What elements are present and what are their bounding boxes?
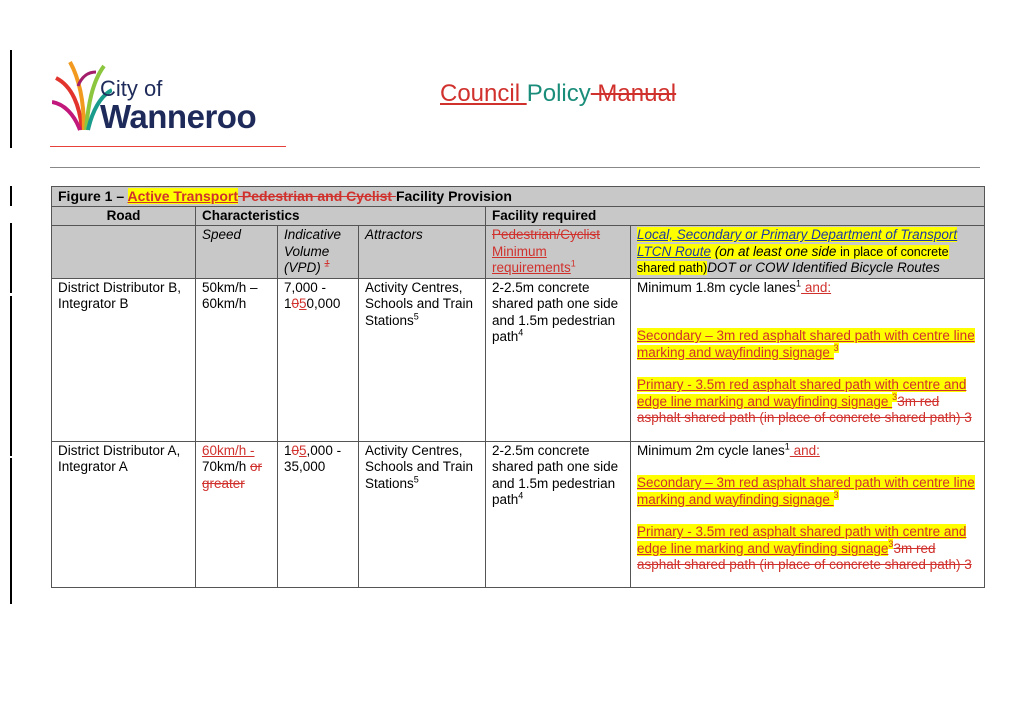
row-facility: Minimum 1.8m cycle lanes$^1$ and: Secondary – 3m red asphalt shared path with centre line marking and wayfinding signage $^3$ Primary - 3.5m red asphalt shared path with centre and edge line marking and wayfinding signage $^3$3m red asphalt shared path (in place of concrete shared path) 3	[631, 278, 985, 441]
table-header-row	[52, 206, 985, 226]
subheader-pedestrian: Pedestrian/Cyclist Minimum requirements$^1$	[486, 226, 631, 279]
page-title	[440, 80, 676, 108]
table-row	[52, 441, 985, 587]
caption-deleted: Pedestrian and Cyclist	[238, 188, 396, 204]
primary-route-text: Primary - 3.5m red asphalt shared path with centre and edge line marking and wayfinding signage	[637, 377, 967, 409]
deleted-text: 3m red asphalt shared path (in place of concrete shared path) 3	[637, 540, 972, 572]
row-road: District Distributor B, Integrator B	[52, 278, 196, 441]
subheader-empty	[52, 226, 196, 279]
header-rule	[50, 167, 980, 168]
change-bar	[10, 50, 12, 148]
title-inserted: Council	[440, 80, 527, 107]
header-characteristics: Characteristics	[196, 206, 486, 226]
change-bar	[10, 458, 12, 604]
row-speed: 60km/h - 70km/h or greater	[196, 441, 278, 587]
deleted-text: 3m red asphalt shared path (in place of concrete shared path) 3	[637, 393, 972, 425]
secondary-route-text: Secondary – 3m red asphalt shared path with centre line marking and wayfinding signage	[637, 475, 975, 507]
row-facility: Minimum 2m cycle lanes$^1$ and: Secondary – 3m red asphalt shared path with centre line marking and wayfinding signage $^3$ Primary - 3.5m red asphalt shared path with centre and edge line marking and wayfinding signage$^3$3m red asphalt shared path (in place of concrete shared path) 3	[631, 441, 985, 587]
subheader-attractors: Attractors	[359, 226, 486, 279]
table-caption-row	[52, 187, 985, 207]
row-road: District Distributor A, Integrator A	[52, 441, 196, 587]
city-of-wanneroo-logo	[52, 56, 292, 136]
logo-text-bottom: Wanneroo	[100, 98, 257, 135]
row-pedestrian: 2-2.5m concrete shared path one side and 1.5m pedestrian path$^4$	[486, 278, 631, 441]
table-row	[52, 278, 985, 441]
row-attractors: Activity Centres, Schools and Train Stations$^5$	[359, 278, 486, 441]
secondary-route-text: Secondary – 3m red asphalt shared path with centre line marking and wayfinding signage	[637, 328, 975, 360]
subheader-volume: Indicative Volume (VPD) $^1$	[278, 226, 359, 279]
row-speed: 50km/h – 60km/h	[196, 278, 278, 441]
title-kept: Policy	[526, 80, 591, 107]
header-road: Road	[52, 206, 196, 226]
facility-table	[51, 186, 985, 588]
row-volume: 7,000 - 1050,000	[278, 278, 359, 441]
subheader-speed: Speed	[196, 226, 278, 279]
change-bar	[10, 223, 12, 293]
row-attractors: Activity Centres, Schools and Train Stations$^5$	[359, 441, 486, 587]
row-volume: 105,000 - 35,000	[278, 441, 359, 587]
primary-route-text: Primary - 3.5m red asphalt shared path with centre and edge line marking and wayfinding signage	[637, 524, 967, 556]
logo-underline	[50, 146, 286, 147]
change-bar	[10, 186, 12, 206]
subheader-route: Local, Secondary or Primary Department of Transport LTCN Route (on at least one side in place of concrete shared path)DOT or COW Identified Bicycle Routes	[631, 226, 985, 279]
change-bar	[10, 296, 12, 456]
caption-inserted: Active Transport	[127, 188, 238, 204]
title-deleted: Manual	[590, 80, 677, 107]
logo-text-top: City of	[100, 76, 163, 101]
table-caption: Figure 1 – Active Transport Pedestrian and Cyclist Facility Provision	[52, 187, 985, 207]
row-pedestrian: 2-2.5m concrete shared path one side and 1.5m pedestrian path$^4$	[486, 441, 631, 587]
table-subheader-row	[52, 226, 985, 279]
header-facility: Facility required	[486, 206, 985, 226]
